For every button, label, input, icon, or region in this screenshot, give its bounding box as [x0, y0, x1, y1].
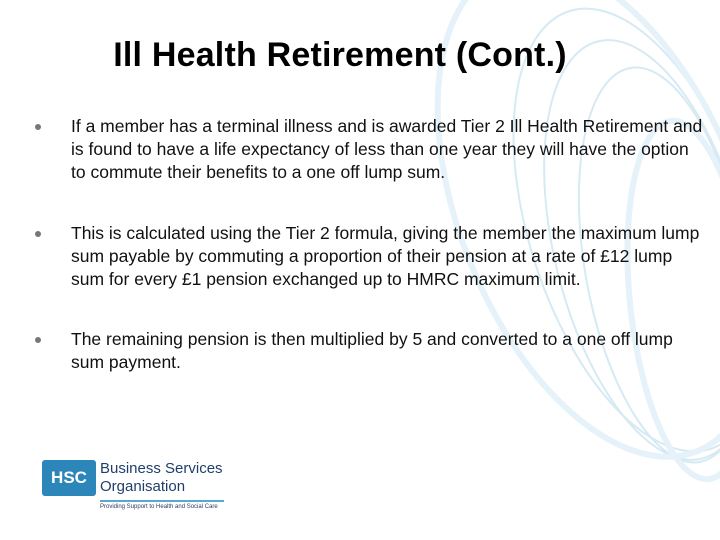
- bullet-dot-icon: [35, 231, 41, 237]
- logo-org-line2: Organisation: [100, 478, 186, 495]
- bullet-item: [34, 115, 706, 185]
- bullet-dot-icon: [35, 124, 41, 130]
- slide-title: Ill Health Retirement (Cont.): [113, 36, 567, 74]
- logo-divider: [100, 500, 224, 502]
- bullet-text: This is calculated using the Tier 2 formula, giving the member the maximum lump sum payable by commuting a proportion of their pension at a rate of £12 lump sum for every £1 pension exchanged up to HMRC maximum limit.: [71, 222, 700, 290]
- bullet-item: [34, 328, 706, 374]
- hsc-badge-text: HSC: [51, 468, 87, 487]
- logo-tagline: Providing Support to Health and Social Care: [100, 504, 218, 510]
- bullet-list: [34, 115, 706, 412]
- bullet-dot-icon: [35, 337, 41, 343]
- hsc-badge-icon: [42, 460, 96, 496]
- bullet-text: The remaining pension is then multiplied by 5 and converted to a one off lump sum payment.: [71, 329, 673, 373]
- logo-org-line1: Business Services: [100, 460, 223, 477]
- bullet-item: [34, 222, 706, 292]
- bso-logo: [42, 460, 242, 518]
- bullet-text: If a member has a terminal illness and is awarded Tier 2 Ill Health Retirement and is found to have a life expectancy of less than one year they will have the option to commute their benefits to a one off lump sum.: [71, 116, 703, 183]
